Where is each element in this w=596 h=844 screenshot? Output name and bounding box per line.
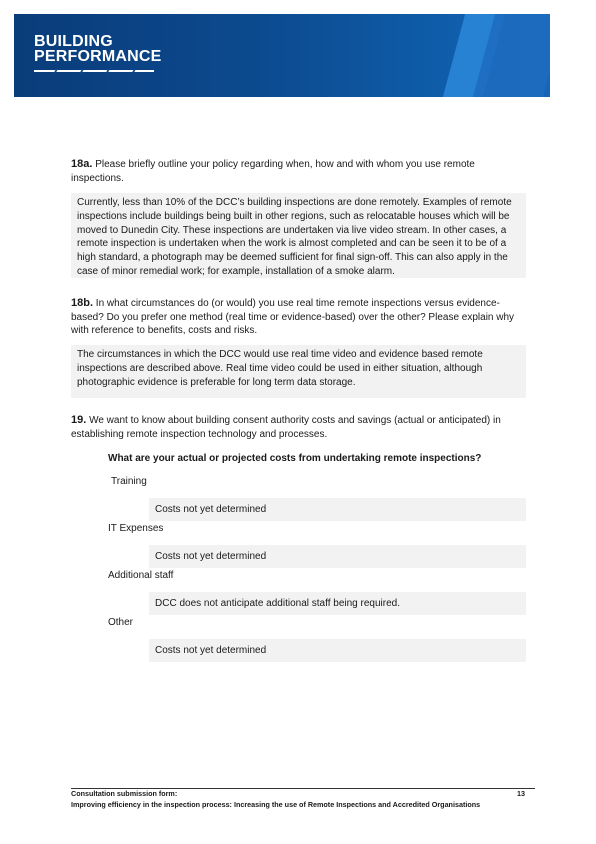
question-number: 18a. (71, 158, 93, 170)
logo-line2: PERFORMANCE (34, 48, 162, 65)
question-text: We want to know about building consent authority costs and savings (actual or anticipated) in establishing remote inspection technology and processes. (71, 415, 501, 440)
question-number: 19. (71, 414, 87, 426)
answer-18b: The circumstances in which the DCC would use real time video and evidence based remote inspections are described above. Real time video could be used in either situation, although photographic evidence is preferable for long term data storage. (71, 345, 526, 398)
question-text: In what circumstances do (or would) you use real time remote inspections versus evidence-based? Do you prefer one method (real time or evidence-based) over the other? Please explain why with reference to benefits, costs and risks. (71, 298, 515, 336)
cost-label-training: Training (111, 476, 147, 487)
cost-answer-it-expenses: Costs not yet determined (149, 545, 526, 568)
building-performance-logo (34, 34, 162, 64)
question-19 (71, 414, 526, 441)
costs-subheading: What are your actual or projected costs from undertaking remote inspections? (108, 453, 482, 464)
question-18b (71, 297, 526, 338)
footer-line2: Improving efficiency in the inspection process: Increasing the use of Remote Inspections and Accredited Organisations (71, 800, 481, 809)
cost-label-other: Other (108, 617, 134, 628)
cost-answer-additional-staff: DCC does not anticipate additional staff being required. (149, 592, 526, 615)
cost-label-it-expenses: IT Expenses (108, 523, 164, 534)
header-banner (14, 14, 550, 97)
logo-line1: BUILDING (34, 33, 113, 50)
answer-18a: Currently, less than 10% of the DCC’s building inspections are done remotely. Examples of remote inspections include buildings being built in other regions, such as relocatable houses which will be moved to Dunedin City. These inspections are undertaken via live video stream. In other cases, a remote inspection is undertaken when the work is almost completed and can be seen it to be of a high standard, a photograph may be deemed sufficient for final sign-off. This can also apply in the case of minor remedial work; for example, installation of a smoke alarm. (71, 193, 526, 278)
question-text: Please briefly outline your policy regarding when, how and with whom you use remote inspections. (71, 159, 475, 184)
footer-line1: Consultation submission form: (71, 789, 178, 798)
question-18a (71, 158, 526, 185)
question-number: 18b. (71, 297, 94, 309)
logo-ticks-icon (34, 69, 154, 73)
cost-answer-training: Costs not yet determined (149, 498, 526, 521)
page-number: 13 (517, 789, 525, 798)
cost-label-additional-staff: Additional staff (108, 570, 174, 581)
cost-answer-other: Costs not yet determined (149, 639, 526, 662)
